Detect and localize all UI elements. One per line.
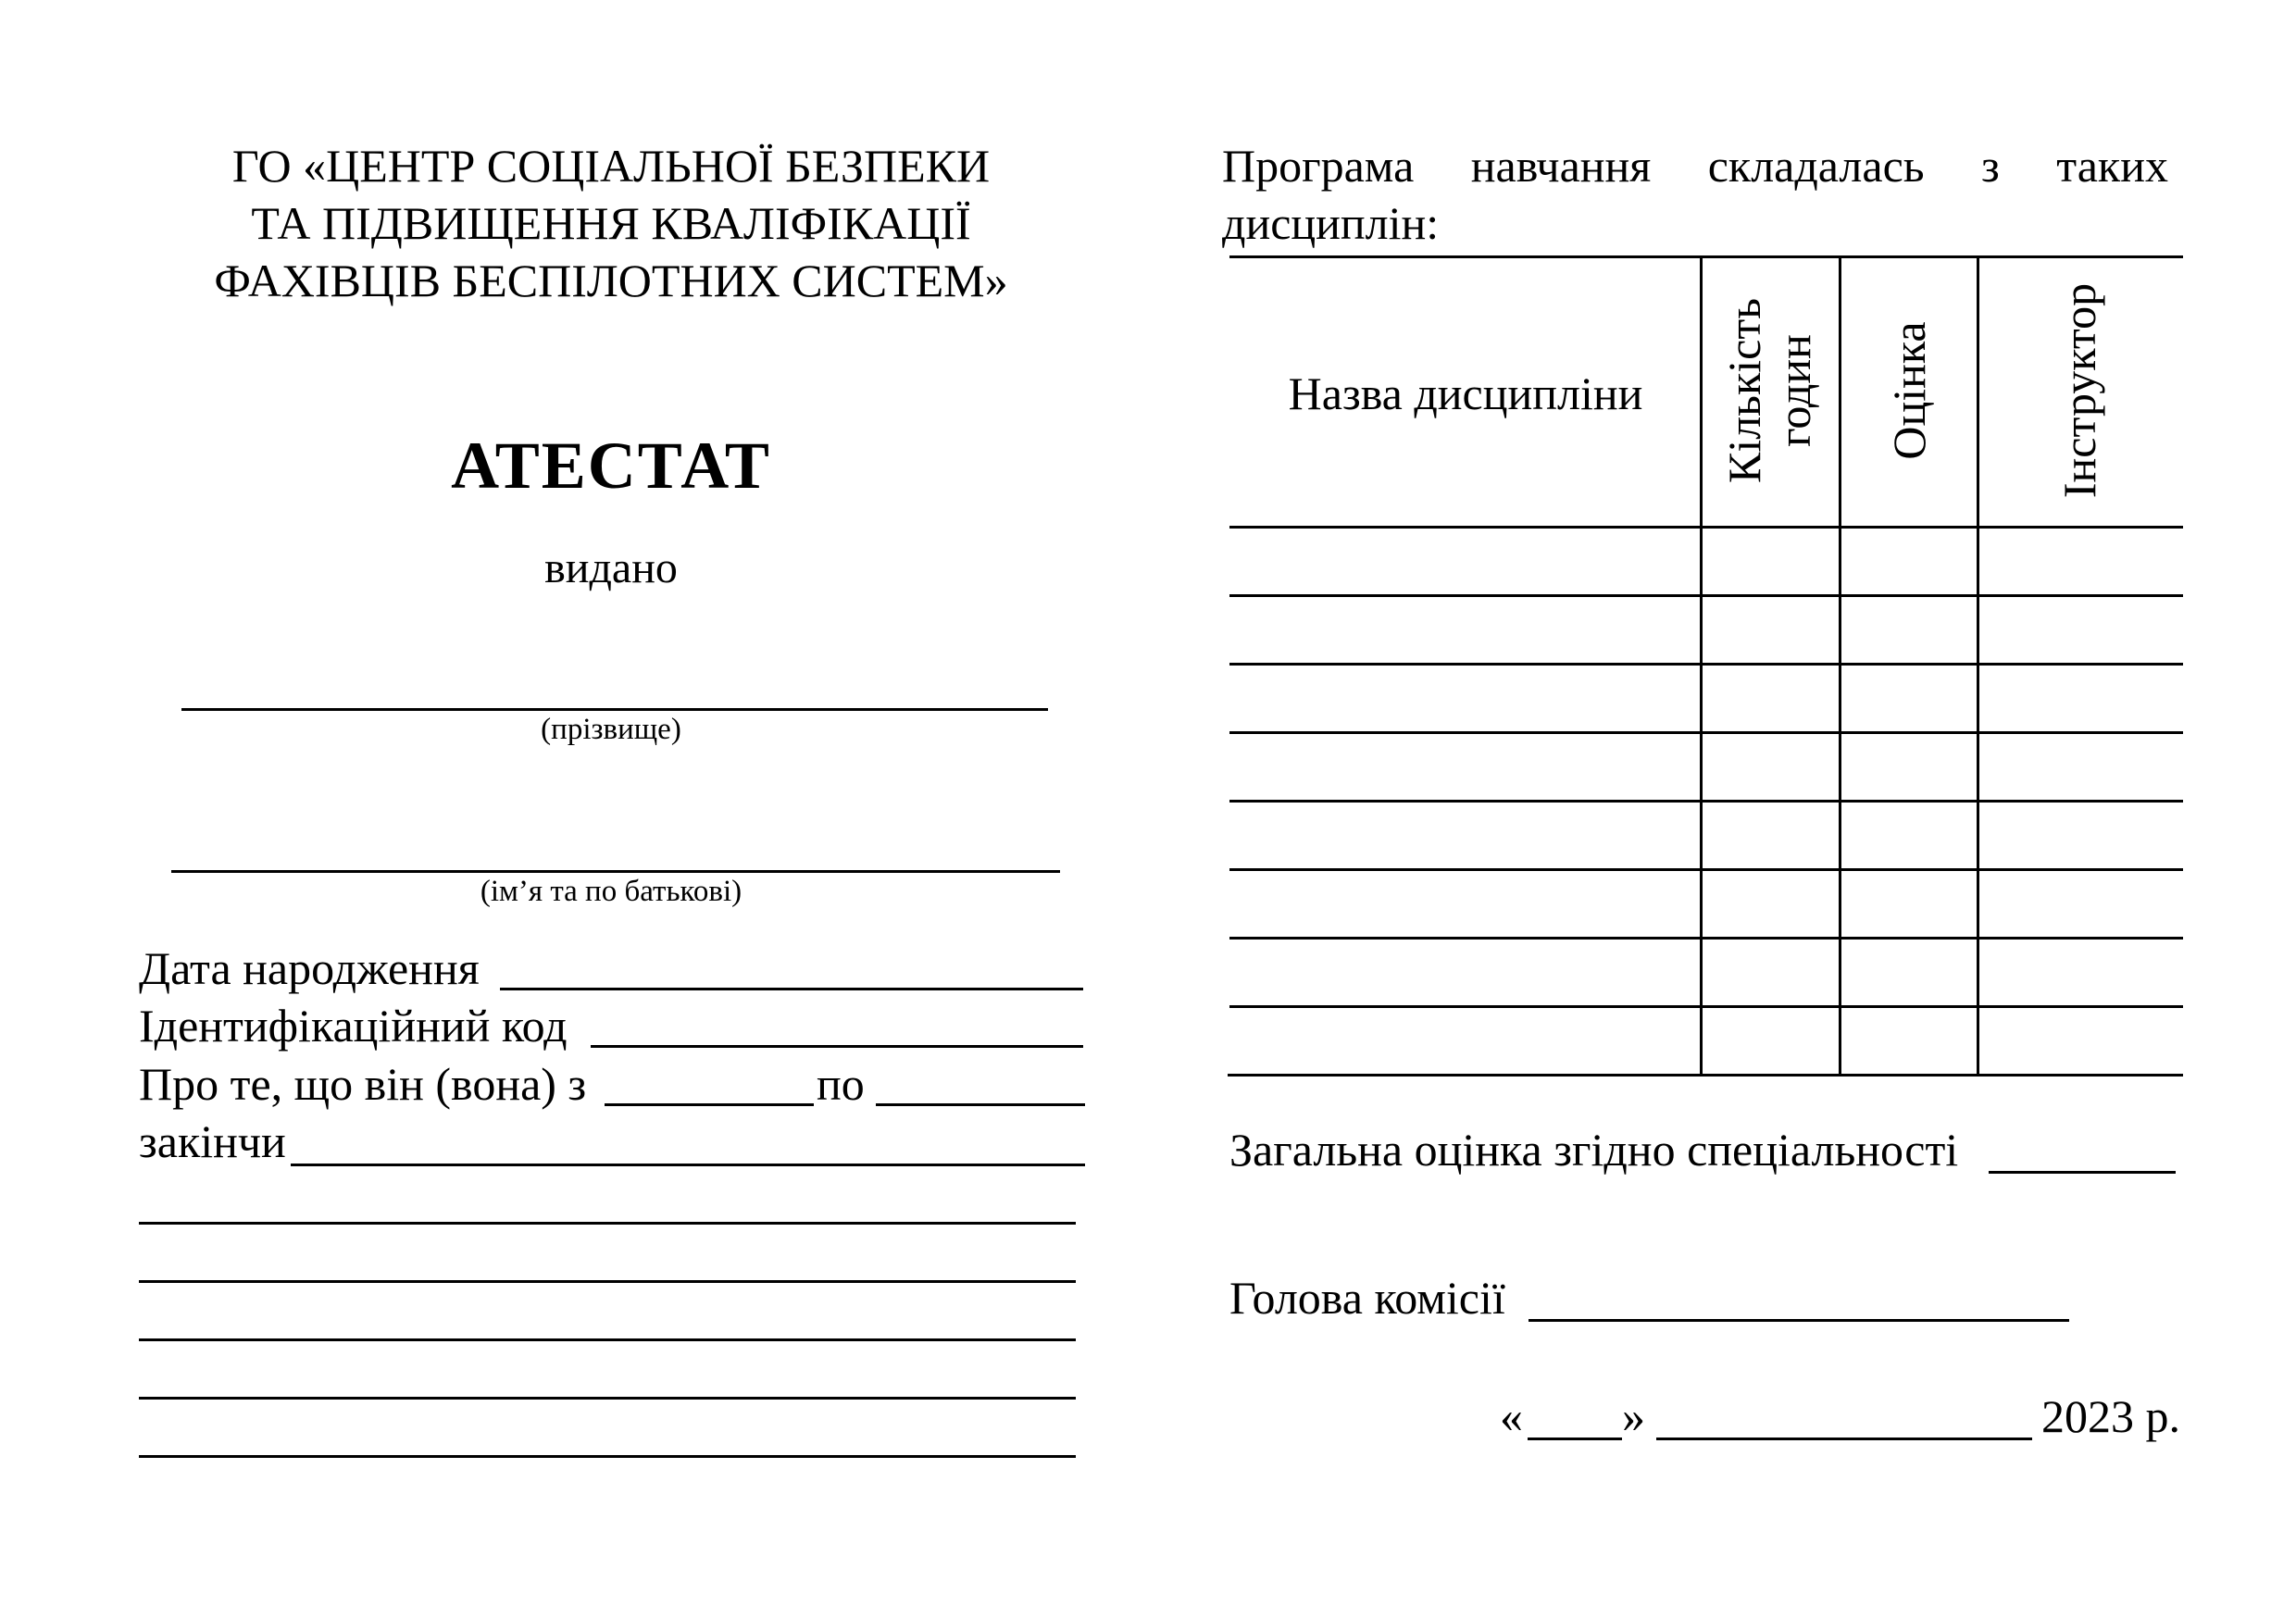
table-cell-hours[interactable]: [1703, 949, 1839, 1008]
table-cell-instructor[interactable]: [1979, 812, 2183, 871]
table-cell-hours[interactable]: [1703, 675, 1839, 734]
id-code-field[interactable]: [591, 1045, 1083, 1048]
table-cell-hours[interactable]: [1703, 606, 1839, 666]
birth-date-field[interactable]: [500, 988, 1083, 990]
period-to-label: по: [817, 1058, 865, 1110]
intro-word-5: таких: [2056, 140, 2168, 192]
table-cell-instructor[interactable]: [1979, 743, 2183, 803]
header-instructor: Інструктор: [2053, 282, 2105, 499]
date-year: 2023 р.: [2041, 1390, 2180, 1442]
table-cell-hours[interactable]: [1703, 1017, 1839, 1077]
organization-line-2: ТА ПІДВИЩЕННЯ КВАЛІФІКАЦІЇ: [251, 197, 971, 249]
table-top-border: [1229, 255, 2183, 258]
table-cell-instructor[interactable]: [1979, 538, 2183, 597]
name-patronymic-field[interactable]: [171, 870, 1060, 873]
name-patronymic-caption: (ім’я та по батькові): [480, 875, 742, 908]
id-code-label: Ідентифікаційний код: [139, 1000, 568, 1052]
blank-line-4[interactable]: [139, 1397, 1076, 1400]
table-cell-discipline[interactable]: [1231, 1017, 1700, 1077]
table-cell-hours[interactable]: [1703, 538, 1839, 597]
document-title: АТЕСТАТ: [451, 429, 771, 503]
header-hours: [1719, 298, 1819, 483]
table-cell-grade[interactable]: [1841, 675, 1977, 734]
intro-word-2: навчання: [1470, 140, 1652, 192]
intro-word-4: з: [1981, 140, 2000, 192]
table-cell-discipline[interactable]: [1231, 606, 1700, 666]
period-to-field[interactable]: [876, 1103, 1085, 1106]
table-cell-discipline[interactable]: [1231, 880, 1700, 940]
blank-line-2[interactable]: [139, 1280, 1076, 1283]
overall-grade-field[interactable]: [1989, 1171, 2176, 1174]
commission-head-field[interactable]: [1529, 1319, 2069, 1322]
finished-label: закінчи: [139, 1115, 286, 1167]
table-cell-instructor[interactable]: [1979, 1017, 2183, 1077]
table-cell-grade[interactable]: [1841, 949, 1977, 1008]
overall-grade-label: Загальна оцінка згідно спеціальності: [1229, 1124, 1959, 1176]
date-day-field[interactable]: [1528, 1438, 1622, 1440]
table-cell-grade[interactable]: [1841, 880, 1977, 940]
surname-caption: (прізвище): [541, 713, 681, 746]
header-grade: Оцінка: [1883, 321, 1935, 460]
table-cell-grade[interactable]: [1841, 812, 1977, 871]
date-month-field[interactable]: [1656, 1438, 2032, 1440]
table-cell-grade[interactable]: [1841, 538, 1977, 597]
blank-line-5[interactable]: [139, 1455, 1076, 1458]
table-cell-hours[interactable]: [1703, 880, 1839, 940]
table-cell-instructor[interactable]: [1979, 880, 2183, 940]
organization-line-1: ГО «ЦЕНТР СОЦІАЛЬНОЇ БЕЗПЕКИ: [231, 140, 991, 192]
table-cell-instructor[interactable]: [1979, 675, 2183, 734]
blank-line-1[interactable]: [139, 1222, 1076, 1225]
date-open-quote: «: [1500, 1390, 1523, 1442]
organization-name: [130, 137, 1092, 309]
table-cell-instructor[interactable]: [1979, 949, 2183, 1008]
blank-line-3[interactable]: [139, 1338, 1076, 1341]
intro-word-1: Програма: [1222, 140, 1415, 192]
table-cell-discipline[interactable]: [1231, 743, 1700, 803]
organization-line-3: ФАХІВЦІВ БЕСПІЛОТНИХ СИСТЕМ»: [214, 255, 1008, 306]
period-label: Про те, що він (вона) з: [139, 1058, 587, 1110]
intro-word-3: складалась: [1707, 140, 1925, 192]
table-cell-instructor[interactable]: [1979, 606, 2183, 666]
table-cell-hours[interactable]: [1703, 812, 1839, 871]
table-cell-discipline[interactable]: [1231, 949, 1700, 1008]
table-cell-grade[interactable]: [1841, 743, 1977, 803]
commission-head-label: Голова комісії: [1229, 1272, 1505, 1324]
header-discipline: Назва дисципліни: [1288, 367, 1643, 419]
header-hours-line-1: Кількість: [1718, 297, 1770, 484]
issued-label: видано: [544, 543, 678, 592]
period-from-field[interactable]: [605, 1103, 814, 1106]
table-cell-grade[interactable]: [1841, 1017, 1977, 1077]
table-header-border: [1229, 526, 2183, 529]
birth-date-label: Дата народження: [139, 942, 480, 994]
table-cell-hours[interactable]: [1703, 743, 1839, 803]
header-hours-line-2: годин: [1768, 334, 1820, 447]
program-intro-line-1: [1222, 137, 2168, 194]
table-cell-grade[interactable]: [1841, 606, 1977, 666]
program-intro-line-2: дисциплін:: [1222, 197, 1440, 249]
date-close-quote: »: [1622, 1390, 1645, 1442]
table-cell-discipline[interactable]: [1231, 675, 1700, 734]
table-cell-discipline[interactable]: [1231, 538, 1700, 597]
finished-field[interactable]: [291, 1164, 1085, 1166]
table-cell-discipline[interactable]: [1231, 812, 1700, 871]
surname-field[interactable]: [181, 708, 1048, 711]
